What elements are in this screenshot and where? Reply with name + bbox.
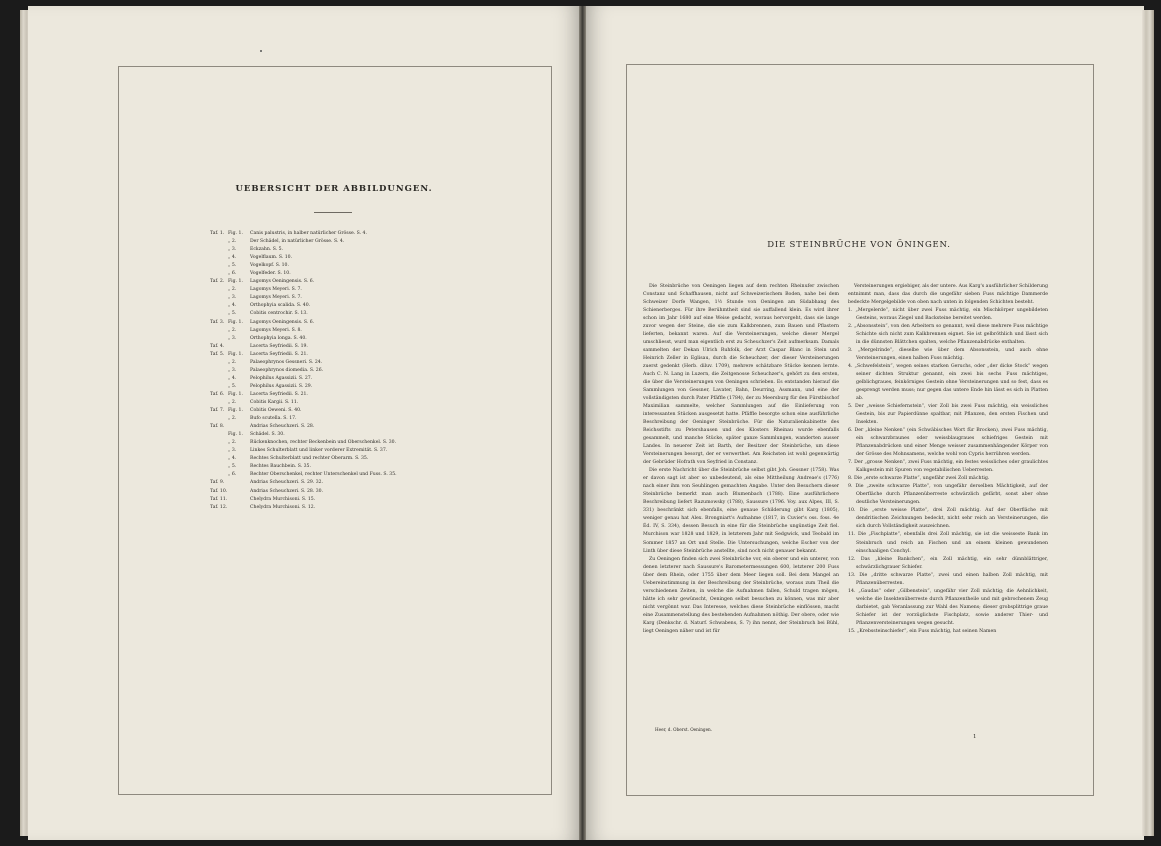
figure-number: Fig. 1. <box>228 231 243 236</box>
figure-caption: Vogelkopf. S. 10. <box>250 263 289 269</box>
toc-entry <box>210 431 510 439</box>
plate-number <box>210 238 228 246</box>
toc-entry <box>210 286 510 294</box>
paragraph: 1. „Mergelerde“, nicht über zwei Fuss mächtig, ein Mischkörper ungebildeten Gesteins, woraus Ziegel und Backsteine bereitet werden. <box>848 308 1048 322</box>
toc-entry <box>210 488 510 496</box>
figure-number: „ 4. <box>228 303 237 309</box>
plate-number <box>210 302 228 310</box>
toc-title: UEBERSICHT DER ABBILDUNGEN. <box>235 184 433 194</box>
plate-number <box>210 463 228 471</box>
figure-number <box>228 423 250 431</box>
figure-caption: Bufo scutella. S. 17. <box>250 416 297 422</box>
paragraph: 12. Das „kleine Bankchen“, ein Zoll mächtig, ein sehr dünnblättriger, schwärzlichgrauer Schiefer. <box>848 556 1048 570</box>
paragraph: 5. Der „weisse Schiefernstein“, vier Zoll bis zwei Fuss mächtig, ein weissliches Gestein, bis zur Papierdünne spaltbar, mit Pflanzen, den ersten Fischen und Insekten. <box>848 404 1048 426</box>
paragraph: 6. Der „kleine Nenken“ (ein Schwäbisches Wort für Brocken), zwei Fuss mächtig, ein schwarzbraunes oder weissblaugraues schiefriges Gestein mit Pflanzenabdrücken und einer Menge weisser zusammenhängender Körper von der Grösse des Mohnsamens, welche wohl von Cypris herrühren werden. <box>848 428 1048 458</box>
figure-number: Fig. 1. <box>228 391 243 397</box>
text-column-left <box>643 283 839 636</box>
figure-number: „ 2. <box>228 440 237 446</box>
plate-number <box>210 471 228 479</box>
figure-number: Fig. 1. <box>228 432 243 438</box>
toc-entry <box>210 479 510 487</box>
toc-entry <box>210 230 510 238</box>
toc-entry <box>210 351 510 359</box>
plate-number <box>210 367 228 375</box>
toc-entry <box>210 359 510 367</box>
toc-entry <box>210 383 510 391</box>
figure-caption: Lagomys Meyeri. S. 8. <box>250 327 302 333</box>
plate-number <box>210 327 228 335</box>
toc-entry <box>210 270 510 278</box>
plate-number: Taf. 11. <box>210 496 228 502</box>
plate-number <box>210 447 228 455</box>
toc-entry <box>210 504 510 512</box>
toc-entry <box>210 343 510 351</box>
figure-caption: Eckzahn. S. 5. <box>250 247 283 253</box>
toc-entry <box>210 262 510 270</box>
toc-entry <box>210 278 510 286</box>
plate-number <box>210 335 228 343</box>
figure-caption: Vogelflaum. S. 10. <box>250 255 293 261</box>
paragraph: Versteinerungen ergiebiger, als der untere. Aus Karg's ausführlicher Schilderung entnimmt man, dass das durch die ungefähr sieben Fuss mächtige Dammerde bedeckte Mergelgebilde von oben nach unten in folgenden Schichten besteht. <box>848 284 1048 306</box>
paragraph: Die Steinbrüche von Oeningen liegen auf dem rechten Rheinufer zwischen Constanz und Schaffhausen, nicht auf Schweizerischem Boden, nahe bei dem Schweizer Dorfe Wangen, 1½ Stunde von Oeningen am Südabhang des Schienerberges. Für ihre Berühmtheit sind sie auffallend klein. Es wird ihrer schon im Jahr 1680 auf eine Weise gedacht, woraus hervorgeht, dass sie lange zuvor wegen der Steine, die sie zum Kalkbrennen, zum Bauen und Pflastern lieferten, bekannt waren. Auf die Versteinerungen, welche dieser Mergel umschliesst, wurd man eigentlich erst zu Scheuchzer's Zeit aufmerksam. Damals sammelten der Dekan Ulrich Ruhfolk, der Arzt Caspar Blanc in Stein und Heinrich Zeller in Eglisau, durch die Scheuchzer, der dieser Versteinerungen zuerst gedenkt (Herb. diluv. 1709), mehrere schätzbare Stücke kennen lernte. Auch C. N. Lang in Luzern, die Zeitgenosse Scheuchzer's, gehört zu den ersten, die über die Versteinerungen von Oeningen schrieben. Es entstanden hierauf die Sammlungen von Gessner, Lavater, Bahn, Deurring, Assmann, und eine der vollständigsten durch Pater Pfäffle (1784), der zu Meersburg für den Fürstbischof Maximilian sammelte, welcher Sammlungen auf die Einlieferung von interessanten Stücken ausgesetzt hatte. Pfäffle besorgte schon eine ausführliche Beschreibung der Oeninger Steinbrüche. Für die Naturalienkabinette des Reichsstifts zu Petershausen und des Klosters Rheinau wurde ebenfalls gesammelt, und manche Stücke, später ganze Sammlungen, wanderten ausser Landes. In neuerer Zeit ist Barth, der Besitzer der Steinbrüche, um diese Versteinerungen besorgt, der er verwerthet. Am Reichsten ist wohl gegenwärtig der Gebrüder Hofrath von Seyfried in Constanz. <box>643 284 839 466</box>
figure-number: „ 3. <box>228 367 237 373</box>
toc-entry <box>210 302 510 310</box>
toc-entry <box>210 447 510 455</box>
paper-speck <box>260 50 262 52</box>
figure-number: „ 5. <box>228 383 237 389</box>
plate-number: Taf. 10. <box>210 488 228 494</box>
plate-number: Taf. 4. <box>210 343 225 349</box>
figure-caption: Vogelfeder. S. 10. <box>250 271 291 277</box>
plate-number <box>210 262 228 270</box>
figure-caption: Lagomys Oeningensis. S. 6. <box>250 319 315 325</box>
figure-caption: Cobitis Kargii. S. 11. <box>250 399 299 405</box>
toc-entry <box>210 367 510 375</box>
paragraph: Die erste Nachricht über die Steinbrüche selbst gibt Joh. Gessner (1758). Was er davon sagt ist aber so unbedeutend, als eine Mittheilung Andreae's (1776) nach einer ihm von Seuhlingen gemachten Angabe. Unter den Besuchern dieser Steinbrüche bemerkt man auch Blumenbach (1788). Eine ausführlichere Beschreibung liefert Razumowsky (1788), Saussure (1796. Voy. aux Alpes, III, S. 331) beschränkt sich ebenfalls, eine genaue Schilderung gibt Karg (1805), weniger genau hat Alex. Brongniart's Aufnahme (1817, in Cuvier's oss. foss. 4e Éd. IV, S. 334), dessen Besuch in eine für die Steinbrüche ungünstige Zeit fiel. Murchison war 1828 und 1829, in letzterem Jahr mit Sedgwick, und Teobald im Sommer 1857 an Ort und Stelle. Die Untersuchungen, welche Escher von der Linth über diese Steinbrüche anstellte, sind noch nicht genauer bekannt. <box>643 468 839 554</box>
figure-caption: Pelophilus Agassizii. S. 29. <box>250 383 313 389</box>
figure-number <box>228 343 250 351</box>
paragraph: 10. Die „erste weisse Platte“, drei Zoll mächtig. Auf der Oberfläche mit dendritischen Zeichnungen bedeckt, nicht sehr reich an Versteinerungen, die sich durch Vollständigkeit auszeichnen. <box>848 508 1048 530</box>
figure-caption: Palaeophrynos diomedia. S. 26. <box>250 367 324 373</box>
paragraph: 15. „Krebssteinschiefer“, ein Fuss mächtig, hat seinen Namen <box>848 628 997 634</box>
plate-number: Taf. 5. <box>210 351 225 357</box>
paragraph: Zu Oeningen finden sich zwei Steinbrüche vor, ein oberer und ein unterer, von denen letzterer nach Saussure's Barometermessungen 600, letzterer 200 Fuss über dem Rhein, oder 1755 über dem Meer liegen soll. Bei dem Mangel an Uebereinstimmung in der Beschreibung der Steinbrüche, woraus zum Theil die verschiedenen Zeiten, in welche die Aufnahmen fallen, Schuld tragen mögen, hätte ich sehr gewünscht, Oeningen selbst besuchen zu können, was mir aber nicht vergönnt war. Das Interesse, welches diese Steinbrüche einflössen, macht eine Zusammenstellung des bestehenden Aufnahmen nöthig. Der obere, oder wie Karg (Denkschr. d. Naturf. Schwabens, S. 7) ihn nennt, der Steinbruch bei Bühl, liegt Oeningen näher und ist für <box>643 556 839 634</box>
figure-number: „ 3. <box>228 448 237 454</box>
figure-caption: Rechtes Schulterblatt und rechter Oberarm. S. 35. <box>250 456 369 462</box>
plate-number: Taf. 2. <box>210 279 225 285</box>
figure-number: „ 2. <box>228 239 237 245</box>
figure-caption: Andrias Scheuchzeri. S. 28. <box>250 424 315 430</box>
figure-number: „ 3. <box>228 295 237 301</box>
plate-number <box>210 286 228 294</box>
figure-caption: Lagomys Oeningensis. S. 6. <box>250 279 315 285</box>
plate-number <box>210 399 228 407</box>
toc-entry <box>210 407 510 415</box>
figure-number: „ 2. <box>228 287 237 293</box>
toc-entry <box>210 391 510 399</box>
plate-number <box>210 415 228 423</box>
figure-number: „ 4. <box>228 255 237 261</box>
toc-entry <box>210 423 510 431</box>
figure-number: „ 6. <box>228 472 237 478</box>
plate-number <box>210 455 228 463</box>
paragraph: 9. Die „zweite schwarze Platte“, von ungefähr derselben Mächtigkeit, auf der Oberfläche durch Pflanzenüberreste schwärzlich gefärbt, sonst aber ohne deutliche Versteinerungen. <box>848 484 1048 506</box>
signature-line: Heer, d. Oberst. Oeningen. <box>655 727 713 732</box>
plate-number: Taf. 6. <box>210 391 225 397</box>
plate-number <box>210 270 228 278</box>
figure-caption: Linkes Schulterblatt und linker vorderer Extremität. S. 37. <box>250 448 388 454</box>
toc-entry <box>210 399 510 407</box>
figure-number: „ 5. <box>228 263 237 269</box>
paragraph: 2. „Absonsstein“, von den Arbeitern so genannt, weil diese mehrere Fuss mächtige Schichte sich nicht zum Kalkbrennen eignet. Sie ist gelbröthlich und lässt sich in die dünnsten Blättchen spalten, welche Pflanzenabdrücke enthalten. <box>848 324 1048 346</box>
toc-entry <box>210 439 510 447</box>
paragraph: 3. „Mergelrinde“, dieselbe wie über dem Absonsstein, und auch ohne Versteinerungen, einen halben Fuss mächtig. <box>848 348 1048 362</box>
paragraph: 7. Der „grosse Nenken“, zwei Fuss mächtig, ein festes weissliches oder graulichtes Kalkgestein mit Spuren von vegetabilischen Ueberresten. <box>848 460 1048 474</box>
figure-number: „ 2. <box>228 416 237 422</box>
plate-number <box>210 375 228 383</box>
title-rule <box>314 212 352 213</box>
toc-entry <box>210 238 510 246</box>
figure-caption: Lagomys Meyeri. S. 7. <box>250 295 302 301</box>
figure-number: Fig. 1. <box>228 279 243 285</box>
figure-number: Fig. 1. <box>228 319 243 325</box>
plate-number <box>210 383 228 391</box>
text-column-right <box>848 283 1048 636</box>
figure-number: „ 4. <box>228 375 237 381</box>
figure-caption: Andrias Scheuchzeri. S. 29. 32. <box>250 480 324 486</box>
figure-caption: Lagomys Meyeri. S. 7. <box>250 287 302 293</box>
figure-caption: Orthophyia scalida. S. 40. <box>250 303 311 309</box>
toc-entry <box>210 455 510 463</box>
right-page-edges <box>1142 10 1154 836</box>
figure-number <box>228 488 250 496</box>
book-gutter <box>579 6 586 840</box>
plate-number: Taf. 12. <box>210 504 228 510</box>
plate-number: Taf. 9. <box>210 480 225 486</box>
toc-entry <box>210 463 510 471</box>
figure-caption: Schädel. S. 30. <box>250 432 285 438</box>
paragraph: 8. Die „erste schwarze Platte“, ungefähr zwei Zoll mächtig. <box>848 476 990 482</box>
chapter-title: DIE STEINBRÜCHE VON ÖNINGEN. <box>767 240 951 250</box>
figure-caption: Palaeophrynos Gessneri. S. 24. <box>250 359 323 365</box>
paragraph: 13. Die „dritte schwarze Platte“, zwei und einen halben Zoll mächtig, mit Pflanzenüberresten. <box>848 572 1048 586</box>
figure-number: Fig. 1. <box>228 351 243 357</box>
toc-entry <box>210 310 510 318</box>
toc-entry <box>210 335 510 343</box>
figure-caption: Cobitis Oeweni. S. 40. <box>250 408 302 414</box>
figure-number <box>228 479 250 487</box>
figure-caption: Pelophilus Agassizii. S. 27. <box>250 375 313 381</box>
figure-caption: Chelydra Murchisoni. S. 12. <box>250 504 316 510</box>
figure-number: „ 3. <box>228 335 237 341</box>
figure-caption: Orthophyia longa. S. 40. <box>250 335 307 341</box>
toc-entry <box>210 246 510 254</box>
figure-caption: Rückenknochen, rechter Beckenbein und Oberschenkel. S. 30. <box>250 440 397 446</box>
toc-entry <box>210 319 510 327</box>
toc-entry <box>210 294 510 302</box>
plate-number: Taf. 3. <box>210 319 225 325</box>
plate-number <box>210 439 228 447</box>
figure-caption: Lacerta Seyfriedii. S. 21. <box>250 391 308 397</box>
paragraph: 11. Die „Fischplatte“, ebenfalls drei Zoll mächtig, sie ist die weisseste Bank im Steinbruch und reich an Fischen und an einem kleinen gewundenen einschaaligen Conchyl. <box>848 532 1048 554</box>
plate-number: Taf. 7. <box>210 408 225 414</box>
figure-number: „ 2. <box>228 327 237 333</box>
plate-number: Taf. 8. <box>210 424 225 430</box>
toc-entry <box>210 254 510 262</box>
figure-caption: Lacerta Seyfriedii. S. 21. <box>250 351 308 357</box>
figure-number: „ 6. <box>228 271 237 277</box>
plate-number <box>210 246 228 254</box>
figure-number <box>228 496 250 504</box>
figure-caption: Canis palustris, in halber natürlicher Grösse. S. 4. <box>250 231 367 236</box>
figure-number: „ 4. <box>228 456 237 462</box>
page-number: 1 <box>973 734 977 740</box>
figure-number: „ 2. <box>228 399 237 405</box>
figure-caption: Chelydra Murchisoni. S. 15. <box>250 496 316 502</box>
figure-index <box>210 230 510 512</box>
figure-caption: Andrias Scheuchzeri. S. 28. 30. <box>250 488 324 494</box>
figure-caption: Rechter Oberschenkel, rechter Unterschenkel und Fuss. S. 35. <box>250 472 397 478</box>
figure-number: „ 5. <box>228 311 237 317</box>
figure-caption: Der Schädel, in natürlicher Grösse. S. 4. <box>250 239 345 245</box>
plate-number <box>210 254 228 262</box>
figure-number <box>228 504 250 512</box>
figure-caption: Lacerta Seyfriedii. S. 19. <box>250 343 308 349</box>
figure-caption: Rechtes Bauchbein. S. 35. <box>250 464 311 470</box>
toc-entry <box>210 471 510 479</box>
toc-entry <box>210 496 510 504</box>
plate-number: Taf. 1. <box>210 231 225 236</box>
figure-number: Fig. 1. <box>228 408 243 414</box>
plate-number <box>210 294 228 302</box>
figure-number: „ 5. <box>228 464 237 470</box>
figure-caption: Cobitis centrochir. S. 13. <box>250 311 308 317</box>
toc-entry <box>210 415 510 423</box>
plate-number <box>210 310 228 318</box>
toc-entry <box>210 327 510 335</box>
plate-number <box>210 359 228 367</box>
paragraph: 14. „Gaudas“ oder „Gilbenstein“, ungefähr vier Zoll mächtig; die Aehnlichkeit, welche die Insektenüberreste durch Pflanzentheile und mit gebrochenem Zeug darbietet, gab Veranlassung zur Wahl des Namens; dieser grobsplittrige graue Schiefer ist der vorzüglichste Fischplatz, sowie anderer Thier- und Pflanzenversteinerungen wegen gesucht. <box>848 588 1048 626</box>
figure-number: „ 2. <box>228 359 237 365</box>
toc-entry <box>210 375 510 383</box>
paragraph: 4. „Schwefelstein“, wegen seines starken Geruchs, oder „der dicke Stock“ wegen seiner dichten Struktur genannt, ein zwei bis sechs Fuss mächtiges, gelblichgraues, feinkörniges Gestein ohne Versteinerungen und so fest, dass es gesprengt werden muss; nur gegen das untere Ende hin lässt es sich in Platten ab. <box>848 364 1048 402</box>
figure-number: „ 3. <box>228 247 237 253</box>
plate-number <box>210 431 228 439</box>
